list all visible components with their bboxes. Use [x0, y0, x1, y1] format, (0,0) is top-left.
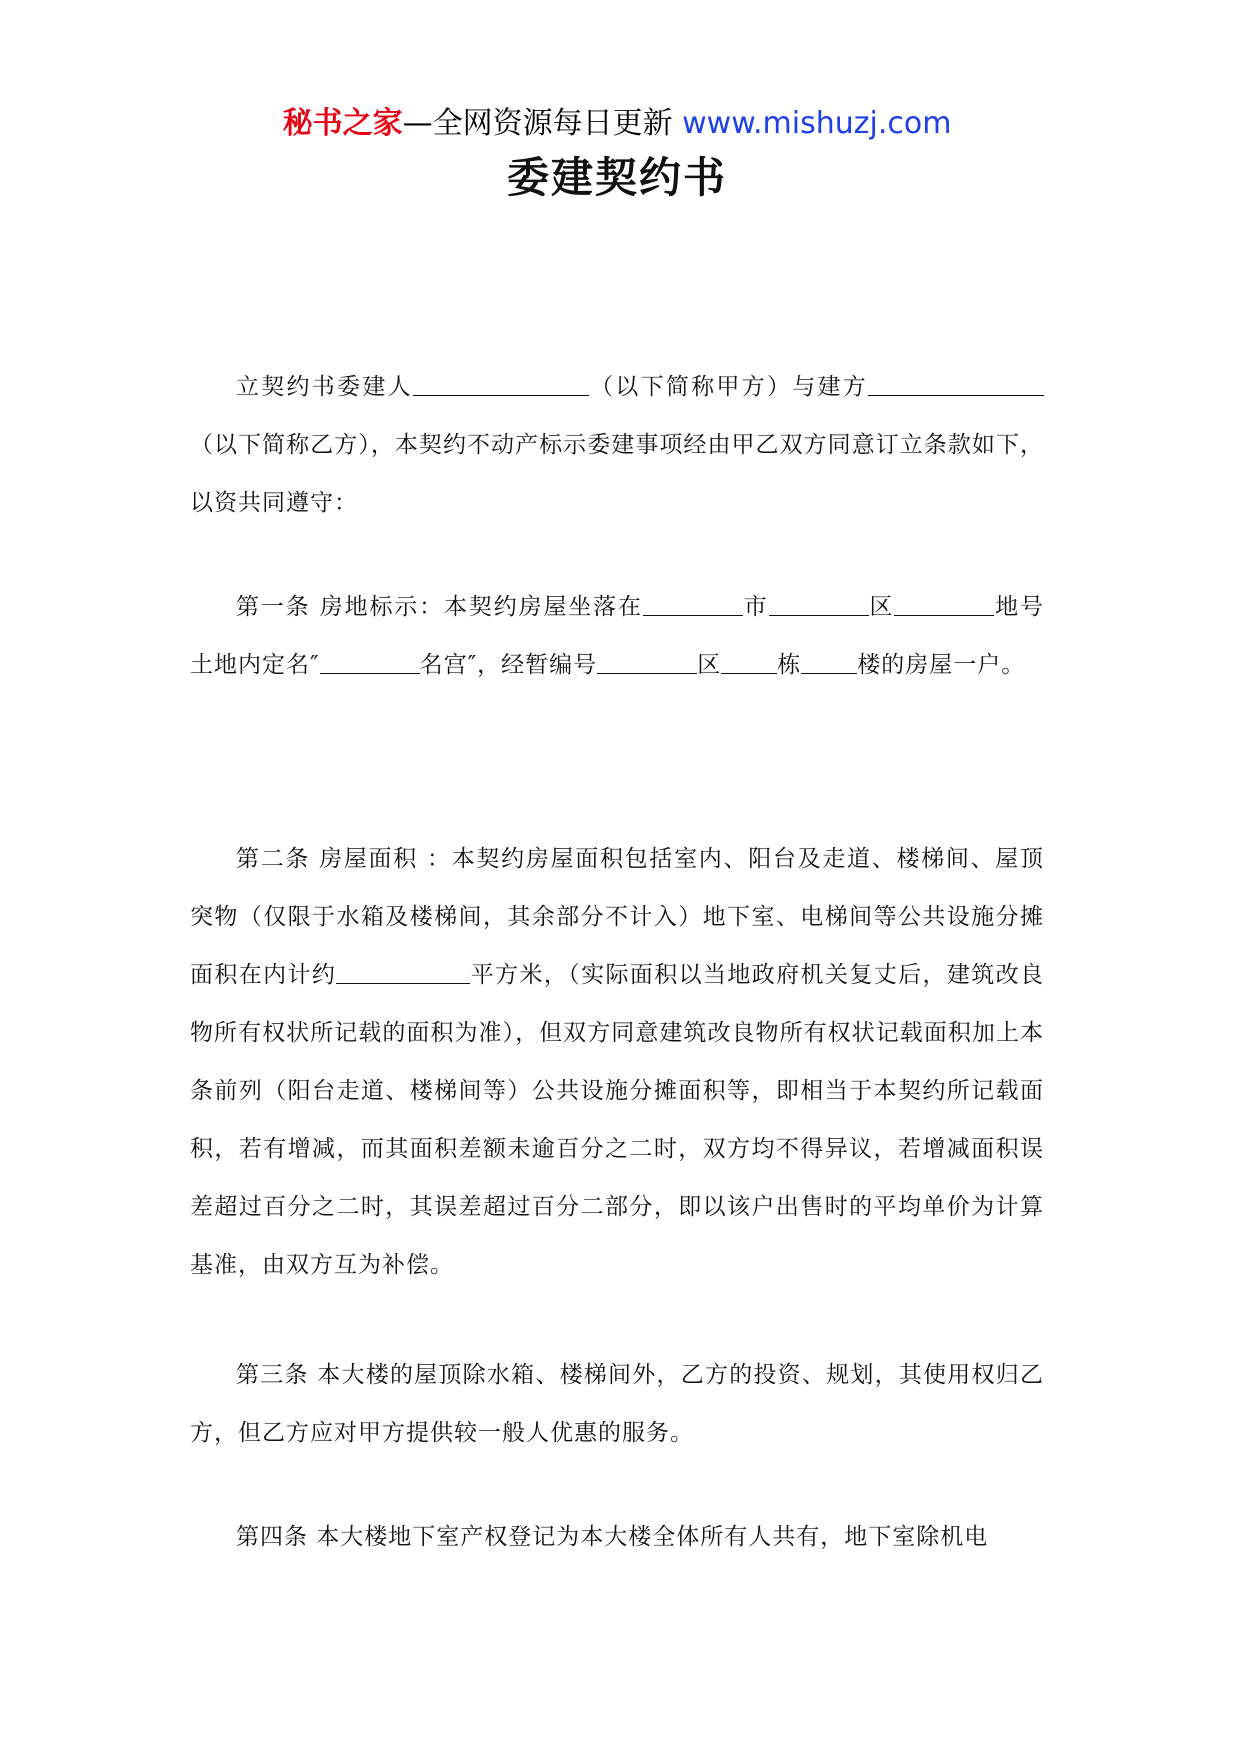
- city-blank: [643, 591, 743, 616]
- article-2-block: [190, 830, 1044, 1294]
- article-4-paragraph: 第四条 本大楼地下室产权登记为本大楼全体所有人共有，地下室除机电: [236, 1524, 989, 1550]
- site-brand: 秘书之家: [282, 106, 403, 141]
- article-1-text-4: 地号土地内定名″: [190, 594, 1045, 678]
- builder-party-blank: [868, 371, 1044, 396]
- site-header: [0, 104, 1234, 144]
- intro-text-3: （以下简称乙方），本契约不动产标示委建事项经由甲乙双方同意订立条款如下，以资共同遵守：: [190, 432, 1044, 516]
- article-1-text-7: 栋: [777, 652, 802, 678]
- intro-paragraph: [190, 358, 1044, 532]
- article-3-block: [190, 1346, 1044, 1462]
- site-url-link[interactable]: www.mishuzj.com: [682, 106, 952, 141]
- site-tagline: —全网资源每日更新: [402, 106, 673, 141]
- building-name-blank: [320, 649, 420, 674]
- article-1-text-6: 区: [697, 652, 722, 678]
- article-2-text-1: 第二条 房屋面积 ：本契约房屋面积包括室内、阳台及走道、楼梯间、屋顶突物（仅限于水箱及楼梯间，其余部分不计入）地下室、电梯间等公共设施分摊面积在内计约: [190, 846, 1044, 988]
- block-blank: [721, 649, 777, 674]
- article-1-text-5: 名宫″，经暂编号: [419, 652, 598, 678]
- floor-blank: [801, 649, 857, 674]
- article-1-text-3: 区: [868, 594, 895, 620]
- article-1-text-8: 楼的房屋一户。: [857, 652, 1026, 678]
- document-title: 委建契约书: [506, 153, 727, 202]
- article-1-paragraph: [190, 578, 1044, 694]
- article-4-block: [190, 1508, 1044, 1566]
- article-2-text-2: 平方米，（实际面积以当地政府机关复丈后，建筑改良物所有权状所记载的面积为准），但双方同意建筑改良物所有权状记载面积加上本条前列（阳台走道、楼梯间等）公共设施分摊面积等，即相当于本契约所记载面积，若有增减，而其面积差额未逾百分之二时，双方均不得异议，若增减面积误差超过百分之二时，其误差超过百分二部分，即以该户出售时的平均单价为计算基准，由双方互为补偿。: [190, 962, 1045, 1278]
- entrusting-party-blank: [413, 371, 589, 396]
- article-1-text-1: 第一条 房地标示：本契约房屋坐落在: [236, 594, 643, 620]
- article-1-block: [190, 578, 1044, 694]
- district-blank: [769, 591, 869, 616]
- land-number-blank: [894, 591, 994, 616]
- article-1-text-2: 市: [742, 594, 769, 620]
- temp-number-blank: [597, 649, 697, 674]
- area-blank: [336, 959, 470, 984]
- article-3-paragraph: 第三条 本大楼的屋顶除水箱、楼梯间外，乙方的投资、规划，其使用权归乙方，但乙方应对甲方提供较一般人优惠的服务。: [190, 1362, 1044, 1446]
- article-2-paragraph: [190, 830, 1044, 1294]
- intro-text-1: 立契约书委建人: [236, 374, 413, 400]
- intro-text-2: （以下简称甲方）与建方: [588, 374, 869, 400]
- intro-paragraph-block: [190, 358, 1044, 532]
